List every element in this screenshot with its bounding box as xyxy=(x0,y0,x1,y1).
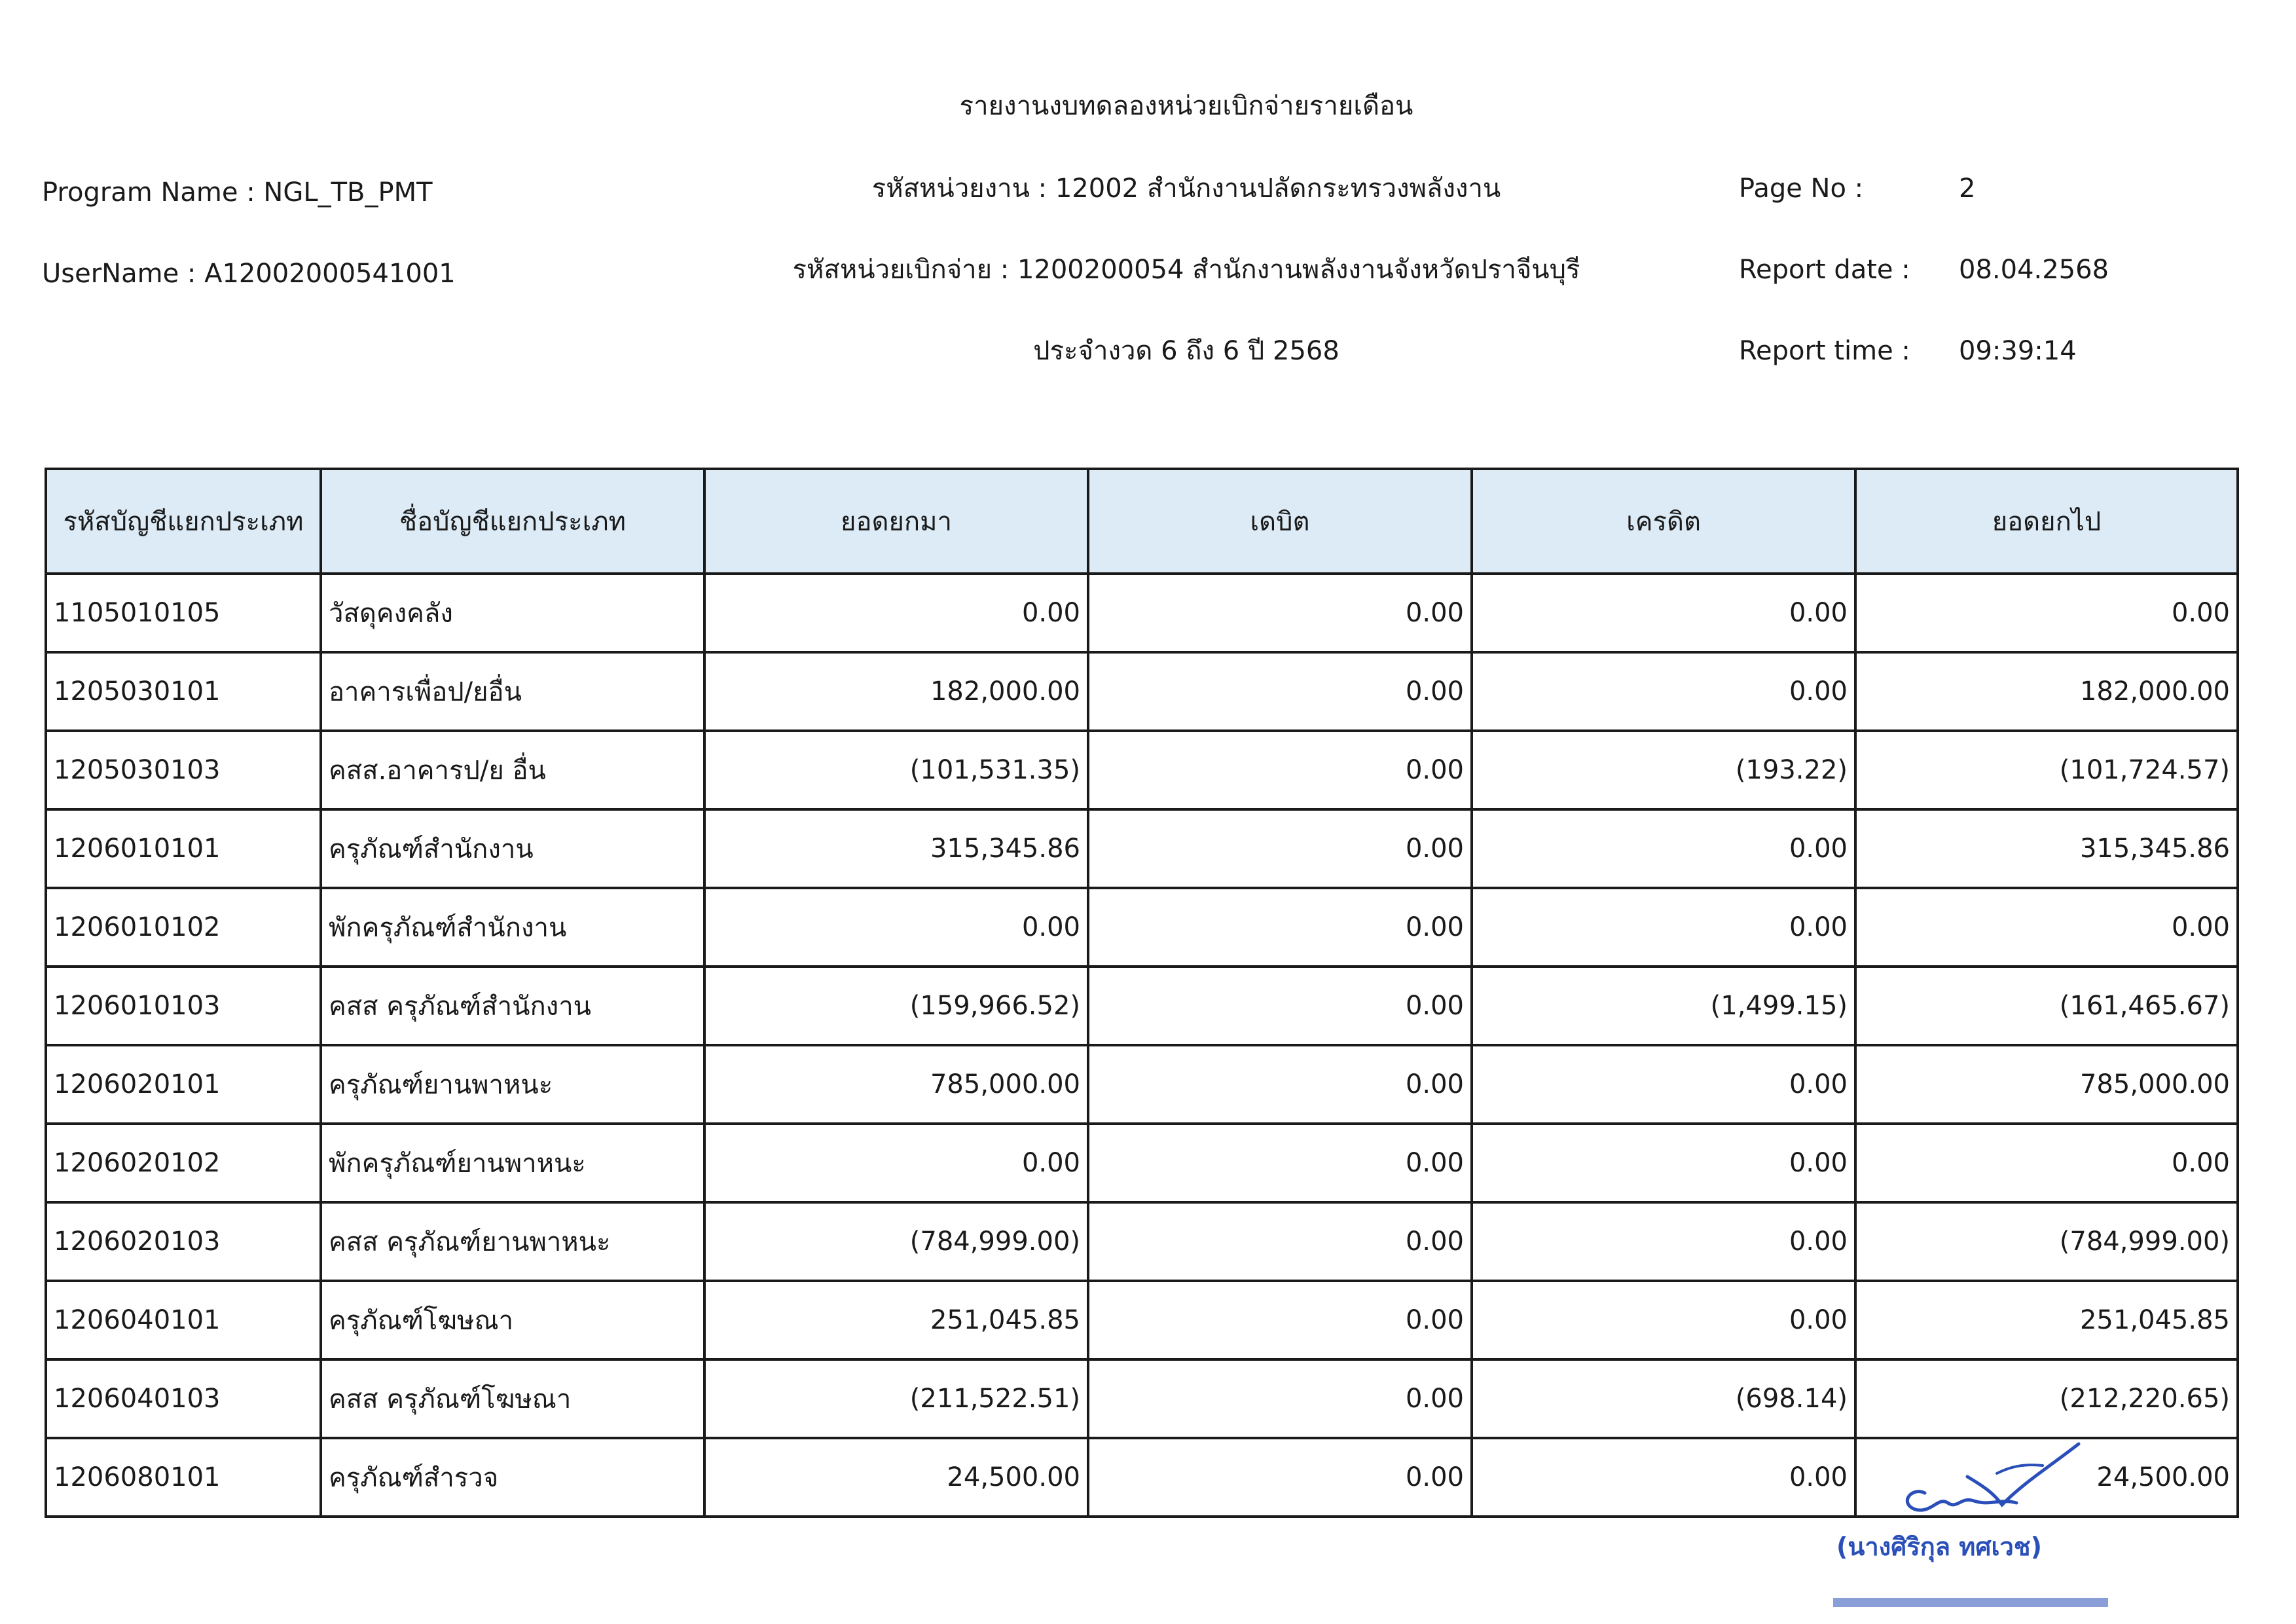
cell-account-code: 1206010101 xyxy=(46,809,321,888)
cell-debit: 0.00 xyxy=(1088,1045,1472,1124)
cell-debit: 0.00 xyxy=(1088,967,1472,1045)
cell-account-code: 1206020102 xyxy=(46,1124,321,1202)
department-line: รหัสหน่วยงาน : 12002 สำนักงานปลัดกระทรวงพลังงาน xyxy=(871,174,1501,204)
cell-account-name: ครุภัณฑ์สำนักงาน xyxy=(321,809,704,888)
table-row xyxy=(46,809,2238,888)
cell-brought-forward: 315,345.86 xyxy=(704,809,1088,888)
cell-account-code: 1105010105 xyxy=(46,574,321,652)
table-row xyxy=(46,1045,2238,1124)
table-row xyxy=(46,1359,2238,1438)
cell-account-code: 1206020101 xyxy=(46,1045,321,1124)
cell-carried-forward: 24,500.00 xyxy=(1855,1438,2238,1517)
report-time-value: 09:39:14 xyxy=(1959,336,2077,366)
cell-debit: 0.00 xyxy=(1088,1281,1472,1359)
cell-carried-forward: 251,045.85 xyxy=(1855,1281,2238,1359)
col-carried-forward: ยอดยกไป xyxy=(1855,469,2238,574)
trial-balance-table xyxy=(45,468,2239,1518)
cell-brought-forward: 0.00 xyxy=(704,1124,1088,1202)
cell-account-code: 1206010103 xyxy=(46,967,321,1045)
cell-debit: 0.00 xyxy=(1088,888,1472,967)
signature-stroke xyxy=(1997,1465,2043,1473)
cell-account-name: ครุภัณฑ์ยานพาหนะ xyxy=(321,1045,704,1124)
cell-credit: 0.00 xyxy=(1472,1124,1855,1202)
cell-account-name: คสส ครุภัณฑ์โฆษณา xyxy=(321,1359,704,1438)
report-date-label: Report date : xyxy=(1739,255,1910,285)
cell-credit: 0.00 xyxy=(1472,574,1855,652)
table-row xyxy=(46,888,2238,967)
cell-carried-forward: (784,999.00) xyxy=(1855,1202,2238,1281)
disbursement-unit-line: รหัสหน่วยเบิกจ่าย : 1200200054 สำนักงานพลังงานจังหวัดปราจีนบุรี xyxy=(792,255,1580,285)
cell-credit: 0.00 xyxy=(1472,888,1855,967)
cell-account-code: 1206040103 xyxy=(46,1359,321,1438)
cell-brought-forward: (159,966.52) xyxy=(704,967,1088,1045)
cell-carried-forward: 785,000.00 xyxy=(1855,1045,2238,1124)
cell-brought-forward: (101,531.35) xyxy=(704,731,1088,809)
cell-account-code: 1205030101 xyxy=(46,652,321,731)
cell-debit: 0.00 xyxy=(1088,731,1472,809)
col-debit: เดบิต xyxy=(1088,469,1472,574)
cell-account-name: พักครุภัณฑ์ยานพาหนะ xyxy=(321,1124,704,1202)
cell-account-name: คสส ครุภัณฑ์สำนักงาน xyxy=(321,967,704,1045)
cell-account-code: 1206080101 xyxy=(46,1438,321,1517)
cell-debit: 0.00 xyxy=(1088,809,1472,888)
cell-brought-forward: 0.00 xyxy=(704,574,1088,652)
cell-account-name: พักครุภัณฑ์สำนักงาน xyxy=(321,888,704,967)
col-credit: เครดิต xyxy=(1472,469,1855,574)
cell-credit: 0.00 xyxy=(1472,809,1855,888)
report-title: รายงานงบทดลองหน่วยเบิกจ่ายรายเดือน xyxy=(959,91,1413,121)
table-row xyxy=(46,731,2238,809)
cell-brought-forward: (784,999.00) xyxy=(704,1202,1088,1281)
report-date-value: 08.04.2568 xyxy=(1959,255,2109,285)
cell-credit: 0.00 xyxy=(1472,1438,1855,1517)
cell-account-name: วัสดุคงคลัง xyxy=(321,574,704,652)
cell-debit: 0.00 xyxy=(1088,1202,1472,1281)
cell-account-name: คสส.อาคารป/ย อื่น xyxy=(321,731,704,809)
signature-name: (นางศิริกุล ทศเวช) xyxy=(1836,1532,2042,1561)
cell-carried-forward: 0.00 xyxy=(1855,1124,2238,1202)
cell-account-name: ครุภัณฑ์สำรวจ xyxy=(321,1438,704,1517)
period-line: ประจำงวด 6 ถึง 6 ปี 2568 xyxy=(1033,336,1339,366)
cell-debit: 0.00 xyxy=(1088,1124,1472,1202)
cell-carried-forward: (101,724.57) xyxy=(1855,731,2238,809)
table-row xyxy=(46,574,2238,652)
cell-debit: 0.00 xyxy=(1088,574,1472,652)
cell-credit: 0.00 xyxy=(1472,1281,1855,1359)
cell-brought-forward: 0.00 xyxy=(704,888,1088,967)
table-row xyxy=(46,1281,2238,1359)
cell-account-code: 1206020103 xyxy=(46,1202,321,1281)
cell-carried-forward: 0.00 xyxy=(1855,888,2238,967)
cell-account-name: ครุภัณฑ์โฆษณา xyxy=(321,1281,704,1359)
cell-brought-forward: 785,000.00 xyxy=(704,1045,1088,1124)
cell-debit: 0.00 xyxy=(1088,652,1472,731)
signature-cutoff-text xyxy=(1833,1598,2108,1607)
table-row xyxy=(46,967,2238,1045)
page-no-label: Page No : xyxy=(1739,174,1864,204)
cell-carried-forward: 315,345.86 xyxy=(1855,809,2238,888)
cell-brought-forward: (211,522.51) xyxy=(704,1359,1088,1438)
cell-account-code: 1205030103 xyxy=(46,731,321,809)
report-time-label: Report time : xyxy=(1739,336,1910,366)
cell-account-name: อาคารเพื่อป/ยอื่น xyxy=(321,652,704,731)
cell-brought-forward: 251,045.85 xyxy=(704,1281,1088,1359)
signature-check xyxy=(1967,1444,2079,1505)
program-name: Program Name : NGL_TB_PMT xyxy=(42,177,433,208)
user-name: UserName : A12002000541001 xyxy=(42,259,456,289)
col-account-name: ชื่อบัญชีแยกประเภท xyxy=(321,469,704,574)
page-no-value: 2 xyxy=(1959,174,1976,204)
cell-credit: (193.22) xyxy=(1472,731,1855,809)
cell-carried-forward: (212,220.65) xyxy=(1855,1359,2238,1438)
table-row xyxy=(46,652,2238,731)
cell-account-code: 1206040101 xyxy=(46,1281,321,1359)
signature xyxy=(1827,1441,2141,1624)
table-row xyxy=(46,1202,2238,1281)
table-row xyxy=(46,1124,2238,1202)
table-header-row xyxy=(46,469,2238,574)
cell-credit: 0.00 xyxy=(1472,1202,1855,1281)
cell-account-code: 1206010102 xyxy=(46,888,321,967)
cell-credit: 0.00 xyxy=(1472,652,1855,731)
cell-carried-forward: (161,465.67) xyxy=(1855,967,2238,1045)
cell-debit: 0.00 xyxy=(1088,1438,1472,1517)
cell-credit: (1,499.15) xyxy=(1472,967,1855,1045)
cell-brought-forward: 24,500.00 xyxy=(704,1438,1088,1517)
cell-carried-forward: 0.00 xyxy=(1855,574,2238,652)
cell-debit: 0.00 xyxy=(1088,1359,1472,1438)
cell-carried-forward: 182,000.00 xyxy=(1855,652,2238,731)
cell-credit: 0.00 xyxy=(1472,1045,1855,1124)
cell-account-name: คสส ครุภัณฑ์ยานพาหนะ xyxy=(321,1202,704,1281)
cell-credit: (698.14) xyxy=(1472,1359,1855,1438)
cell-brought-forward: 182,000.00 xyxy=(704,652,1088,731)
col-account-code: รหัสบัญชีแยกประเภท xyxy=(46,469,321,574)
col-brought-forward: ยอดยกมา xyxy=(704,469,1088,574)
